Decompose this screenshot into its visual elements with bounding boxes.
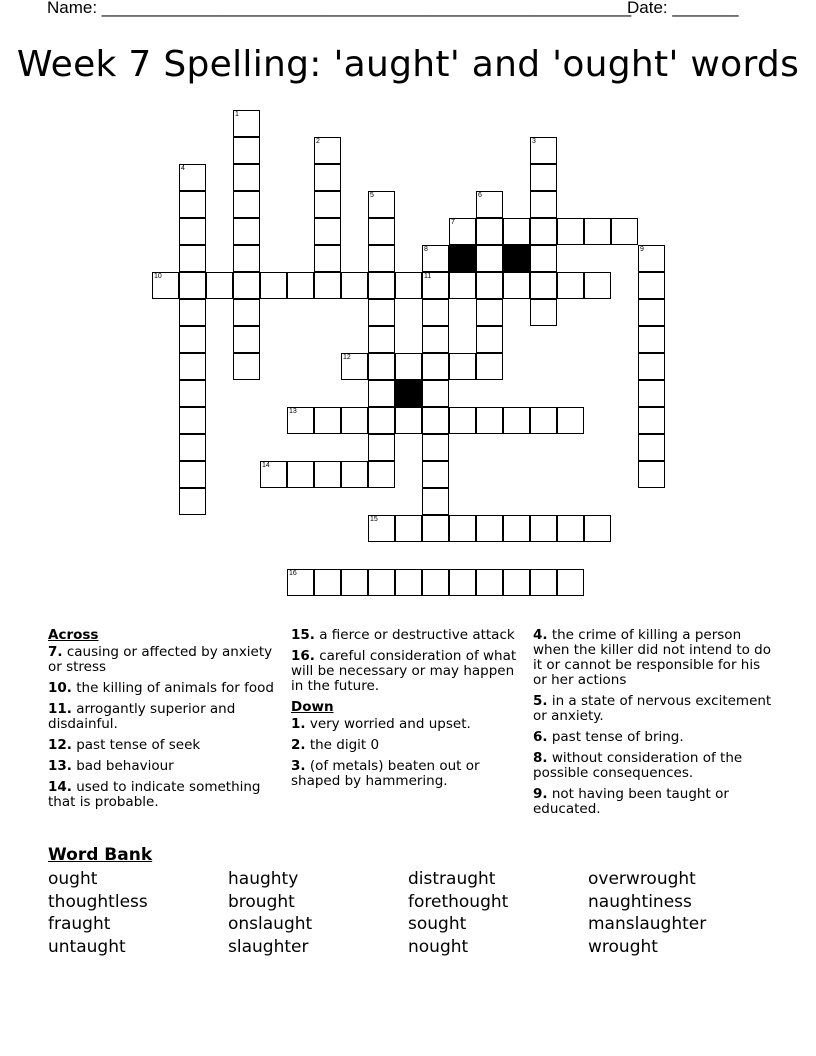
down-clue-6	[533, 730, 773, 745]
crossword-cell[interactable]	[314, 272, 341, 299]
word-bank-item: nought	[408, 936, 469, 957]
across-clue-15	[291, 628, 521, 643]
crossword-cell[interactable]	[287, 272, 314, 299]
crossword-cell[interactable]	[503, 218, 530, 245]
crossword-cell[interactable]	[260, 461, 287, 488]
clue-number: 3.	[291, 758, 306, 774]
crossword-cell[interactable]	[179, 407, 206, 434]
word-bank-item: overwrought	[588, 869, 696, 889]
across-clue-11	[48, 702, 278, 732]
crossword-cell[interactable]	[584, 218, 611, 245]
crossword-cell[interactable]	[557, 407, 584, 434]
down-clue-5	[533, 694, 773, 724]
across-clue-7	[48, 645, 278, 675]
word-bank-item: distraught	[408, 869, 496, 889]
crossword-cell[interactable]	[584, 515, 611, 542]
crossword-cell[interactable]	[476, 407, 503, 434]
clues-column-3	[533, 628, 773, 823]
cell-number: 7	[451, 219, 455, 226]
crossword-cell[interactable]	[530, 299, 557, 326]
across-clue-14	[48, 780, 278, 810]
word-bank-item: sought	[408, 914, 467, 934]
clue-text: (of metals) beaten out or shaped by hammering.	[291, 758, 480, 789]
crossword-cell[interactable]	[449, 353, 476, 380]
clues-column-2	[291, 628, 521, 795]
crossword-cell[interactable]	[530, 245, 557, 272]
crossword-cell[interactable]	[449, 569, 476, 596]
crossword-cell[interactable]	[476, 191, 503, 218]
name-field-label: Name: ________________________________________________________	[47, 0, 632, 17]
clue-text: in a state of nervous excitement or anxiety.	[533, 693, 772, 724]
crossword-cell[interactable]	[314, 164, 341, 191]
crossword-cell[interactable]	[368, 434, 395, 461]
crossword-cell[interactable]	[449, 407, 476, 434]
word-bank-item: slaughter	[228, 936, 309, 957]
crossword-cell[interactable]	[422, 353, 449, 380]
crossword-cell[interactable]	[530, 218, 557, 245]
crossword-cell[interactable]	[422, 299, 449, 326]
cell-number: 12	[343, 354, 351, 361]
crossword-cell[interactable]	[422, 569, 449, 596]
crossword-cell[interactable]	[233, 272, 260, 299]
crossword-cell[interactable]	[260, 272, 287, 299]
crossword-cell[interactable]	[476, 245, 503, 272]
crossword-cell[interactable]	[476, 272, 503, 299]
crossword-cell[interactable]	[422, 488, 449, 515]
down-clue-2	[291, 738, 521, 753]
crossword-cell[interactable]	[287, 461, 314, 488]
crossword-cell[interactable]	[638, 407, 665, 434]
crossword-cell[interactable]	[179, 245, 206, 272]
crossword-cell[interactable]	[314, 245, 341, 272]
crossword-cell[interactable]	[179, 218, 206, 245]
clue-number: 8.	[533, 750, 548, 766]
clue-number: 11.	[48, 701, 72, 717]
crossword-cell[interactable]	[233, 353, 260, 380]
clue-number: 13.	[48, 758, 72, 774]
cell-number: 13	[289, 408, 297, 415]
cell-number: 3	[532, 138, 536, 145]
word-bank-item: haughty	[228, 869, 299, 889]
clue-text: past tense of bring.	[551, 729, 684, 745]
word-bank-item: ought	[48, 869, 98, 889]
clue-number: 6.	[533, 729, 548, 745]
crossword-cell[interactable]	[368, 218, 395, 245]
crossword-cell[interactable]	[368, 245, 395, 272]
word-bank-item: thoughtless	[48, 891, 148, 912]
crossword-cell[interactable]	[476, 299, 503, 326]
crossword-cell[interactable]	[314, 191, 341, 218]
cell-number: 4	[181, 165, 185, 172]
crossword-cell[interactable]	[368, 461, 395, 488]
crossword-cell[interactable]	[503, 569, 530, 596]
crossword-cell[interactable]	[422, 272, 449, 299]
crossword-cell[interactable]	[476, 218, 503, 245]
crossword-cell[interactable]	[638, 434, 665, 461]
crossword-cell[interactable]	[530, 137, 557, 164]
crossword-cell[interactable]	[233, 245, 260, 272]
crossword-cell[interactable]	[233, 218, 260, 245]
crossword-cell[interactable]	[611, 218, 638, 245]
clue-number: 7.	[48, 644, 63, 660]
crossword-cell[interactable]	[368, 299, 395, 326]
crossword-cell[interactable]	[287, 407, 314, 434]
crossword-cell[interactable]	[395, 407, 422, 434]
clue-text: very worried and upset.	[309, 716, 471, 732]
word-bank-item: onslaught	[228, 914, 313, 934]
crossword-cell[interactable]	[395, 353, 422, 380]
crossword-cell[interactable]	[530, 191, 557, 218]
clue-number: 4.	[533, 627, 548, 643]
across-clue-16	[291, 649, 521, 694]
clue-text: arrogantly superior and disdainful.	[48, 701, 236, 732]
crossword-cell[interactable]	[233, 299, 260, 326]
word-bank-item: fraught	[48, 914, 111, 934]
clue-text: not having been taught or educated.	[533, 786, 729, 817]
crossword-cell[interactable]	[638, 380, 665, 407]
clue-text: used to indicate something that is probable.	[48, 779, 261, 810]
crossword-cell[interactable]	[233, 191, 260, 218]
crossword-cell[interactable]	[503, 272, 530, 299]
crossword-cell[interactable]	[368, 380, 395, 407]
clue-text: bad behaviour	[76, 758, 174, 774]
cell-number: 10	[154, 273, 162, 280]
crossword-cell[interactable]	[638, 461, 665, 488]
cell-number: 11	[424, 273, 432, 280]
crossword-cell[interactable]	[314, 137, 341, 164]
crossword-cell[interactable]	[422, 245, 449, 272]
crossword-cell[interactable]	[179, 380, 206, 407]
crossword-cell[interactable]	[233, 137, 260, 164]
clue-text: the crime of killing a person when the killer did not intend to do it or cannot be responsible for his or her actions	[533, 627, 771, 688]
clue-text: careful consideration of what will be necessary or may happen in the future.	[291, 648, 517, 694]
clue-number: 2.	[291, 737, 306, 753]
crossword-cell[interactable]	[530, 407, 557, 434]
page-title: Week 7 Spelling: 'aught' and 'ought' words	[16, 44, 800, 85]
crossword-cell[interactable]	[449, 272, 476, 299]
down-clue-4	[533, 628, 773, 688]
crossword-cell[interactable]	[314, 569, 341, 596]
crossword-cell[interactable]	[233, 110, 260, 137]
crossword-cell[interactable]	[476, 326, 503, 353]
crossword-cell[interactable]	[179, 164, 206, 191]
crossword-cell[interactable]	[368, 272, 395, 299]
word-bank-item: forethought	[408, 891, 509, 912]
crossword-cell[interactable]	[530, 272, 557, 299]
word-bank-item: brought	[228, 891, 295, 912]
crossword-cell[interactable]	[152, 272, 179, 299]
crossword-cell[interactable]	[179, 461, 206, 488]
across-clue-12	[48, 738, 278, 753]
crossword-cell[interactable]	[179, 191, 206, 218]
crossword-cell[interactable]	[179, 488, 206, 515]
crossword-cell[interactable]	[422, 434, 449, 461]
crossword-cell[interactable]	[395, 569, 422, 596]
across-clue-13	[48, 759, 278, 774]
crossword-cell[interactable]	[341, 272, 368, 299]
crossword-cell[interactable]	[341, 569, 368, 596]
crossword-cell[interactable]	[638, 272, 665, 299]
crossword-cell[interactable]	[422, 326, 449, 353]
crossword-cell[interactable]	[368, 326, 395, 353]
crossword-cell[interactable]	[557, 272, 584, 299]
down-heading: Down	[291, 699, 334, 715]
crossword-cell[interactable]	[395, 272, 422, 299]
crossword-cell[interactable]	[314, 407, 341, 434]
crossword-cell[interactable]	[503, 515, 530, 542]
crossword-cell[interactable]	[530, 515, 557, 542]
crossword-cell[interactable]	[341, 407, 368, 434]
clue-number: 15.	[291, 627, 315, 643]
clue-text: past tense of seek	[76, 737, 201, 753]
clue-number: 12.	[48, 737, 72, 753]
crossword-cell[interactable]	[476, 569, 503, 596]
crossword-cell[interactable]	[179, 353, 206, 380]
crossword-cell[interactable]	[476, 353, 503, 380]
date-field-label: Date: _______	[627, 0, 739, 17]
crossword-cell[interactable]	[395, 515, 422, 542]
crossword-cell[interactable]	[179, 434, 206, 461]
across-heading: Across	[48, 627, 99, 643]
crossword-cell[interactable]	[233, 164, 260, 191]
crossword-cell[interactable]	[422, 515, 449, 542]
cell-number: 9	[640, 246, 644, 253]
clue-text: a fierce or destructive attack	[319, 627, 515, 643]
clue-number: 1.	[291, 716, 306, 732]
cell-number: 1	[235, 111, 239, 118]
cell-number: 2	[316, 138, 320, 145]
crossword-cell[interactable]	[638, 245, 665, 272]
crossword-cell[interactable]	[638, 353, 665, 380]
crossword-cell[interactable]	[476, 515, 503, 542]
crossword-cell[interactable]	[557, 569, 584, 596]
word-bank-title: Word Bank	[48, 845, 153, 865]
clue-text: the digit 0	[309, 737, 380, 753]
crossword-cell[interactable]	[557, 218, 584, 245]
crossword-cell[interactable]	[314, 461, 341, 488]
crossword-cell[interactable]	[638, 299, 665, 326]
crossword-black-cell	[395, 380, 422, 407]
crossword-cell[interactable]	[368, 353, 395, 380]
crossword-cell[interactable]	[179, 299, 206, 326]
crossword-cell[interactable]	[449, 515, 476, 542]
crossword-cell[interactable]	[314, 218, 341, 245]
cell-number: 16	[289, 570, 297, 577]
clue-number: 10.	[48, 680, 72, 696]
crossword-cell[interactable]	[530, 164, 557, 191]
crossword-cell[interactable]	[233, 326, 260, 353]
crossword-cell[interactable]	[638, 326, 665, 353]
cell-number: 6	[478, 192, 482, 199]
crossword-cell[interactable]	[449, 218, 476, 245]
clue-number: 9.	[533, 786, 548, 802]
crossword-black-cell	[503, 245, 530, 272]
clue-text: without consideration of the possible consequences.	[533, 750, 743, 781]
word-bank-item: manslaughter	[588, 914, 707, 934]
word-bank-item: untaught	[48, 936, 126, 957]
clue-number: 14.	[48, 779, 72, 795]
crossword-cell[interactable]	[179, 326, 206, 353]
crossword-cell[interactable]	[503, 407, 530, 434]
crossword-cell[interactable]	[179, 272, 206, 299]
down-clue-1	[291, 717, 521, 732]
word-bank-item: wrought	[588, 936, 658, 957]
cell-number: 5	[370, 192, 374, 199]
cell-number: 15	[370, 516, 378, 523]
crossword-cell[interactable]	[341, 461, 368, 488]
crossword-cell[interactable]	[368, 569, 395, 596]
crossword-cell[interactable]	[341, 353, 368, 380]
word-bank-item: naughtiness	[588, 891, 692, 912]
cell-number: 14	[262, 462, 270, 469]
clue-text: causing or affected by anxiety or stress	[48, 644, 273, 675]
crossword-cell[interactable]	[557, 515, 584, 542]
clues-column-1	[48, 628, 278, 816]
crossword-cell[interactable]	[206, 272, 233, 299]
down-clue-3	[291, 759, 521, 789]
clue-text: the killing of animals for food	[76, 680, 274, 696]
crossword-cell[interactable]	[422, 380, 449, 407]
crossword-cell[interactable]	[368, 515, 395, 542]
crossword-black-cell	[449, 245, 476, 272]
across-clue-10	[48, 681, 278, 696]
crossword-cell[interactable]	[368, 407, 395, 434]
clue-number: 5.	[533, 693, 548, 709]
crossword-cell[interactable]	[530, 569, 557, 596]
crossword-cell[interactable]	[422, 461, 449, 488]
clue-number: 16.	[291, 648, 315, 664]
down-clue-8	[533, 751, 773, 781]
crossword-cell[interactable]	[584, 272, 611, 299]
crossword-cell[interactable]	[422, 407, 449, 434]
crossword-cell[interactable]	[368, 191, 395, 218]
cell-number: 8	[424, 246, 428, 253]
crossword-cell[interactable]	[287, 569, 314, 596]
down-clue-9	[533, 787, 773, 817]
